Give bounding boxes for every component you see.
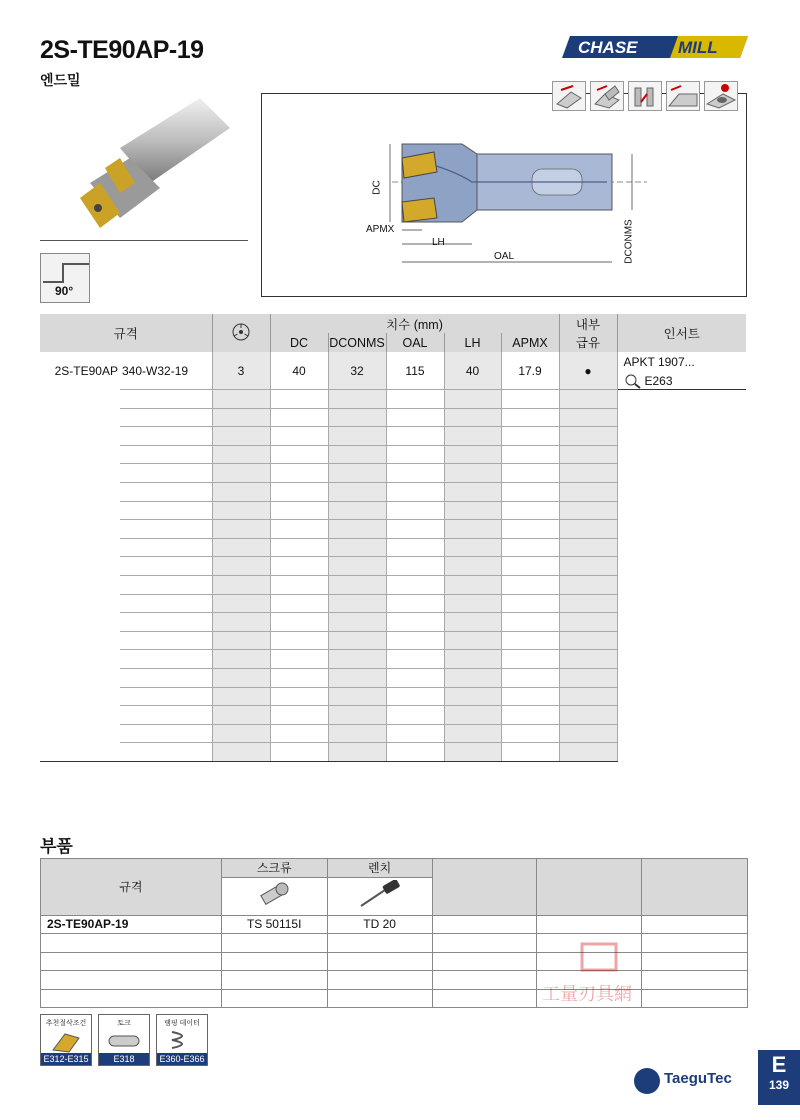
table-row xyxy=(40,743,746,762)
empty-cell xyxy=(559,501,617,520)
empty-cell xyxy=(501,650,559,669)
table-row xyxy=(40,482,746,501)
empty-cell xyxy=(501,687,559,706)
oal-value: 115 xyxy=(386,352,444,390)
empty-cell xyxy=(559,613,617,632)
empty-cell xyxy=(501,724,559,743)
empty-cell xyxy=(328,445,386,464)
empty-cell xyxy=(40,631,120,650)
empty-cell xyxy=(501,575,559,594)
spec-code-prefix: 2S-TE90AP xyxy=(54,363,118,378)
svg-text:MILL: MILL xyxy=(678,38,718,57)
cutting-conditions-icon xyxy=(41,1028,91,1054)
empty-cell xyxy=(444,427,501,446)
empty-cell xyxy=(386,557,444,576)
wrench-header: 렌치 xyxy=(327,859,432,878)
empty-cell xyxy=(386,427,444,446)
parts-section-title: 부품 xyxy=(40,837,73,856)
screw-image-cell xyxy=(221,877,327,915)
wrench-icon xyxy=(355,880,405,910)
empty-cell xyxy=(444,687,501,706)
spec-header: 규격 xyxy=(40,314,212,352)
empty-cell xyxy=(120,575,212,594)
empty-cell xyxy=(386,724,444,743)
empty-cell xyxy=(270,706,328,725)
empty-cell xyxy=(328,557,386,576)
empty-cell xyxy=(444,706,501,725)
empty-cell xyxy=(559,706,617,725)
empty-cell xyxy=(501,594,559,613)
ref-title: 토크 xyxy=(117,1020,131,1027)
empty-cell xyxy=(386,743,444,762)
empty-cell xyxy=(328,743,386,762)
empty-cell xyxy=(386,650,444,669)
empty-cell xyxy=(212,687,270,706)
empty-cell xyxy=(559,464,617,483)
empty-cell xyxy=(212,613,270,632)
empty-cell xyxy=(386,631,444,650)
empty-cell xyxy=(270,557,328,576)
empty-header xyxy=(432,859,537,916)
empty-cell xyxy=(212,668,270,687)
empty-cell xyxy=(40,650,120,669)
wrench-image-cell xyxy=(327,877,432,915)
empty-cell xyxy=(386,538,444,557)
empty-cell xyxy=(559,631,617,650)
empty-cell xyxy=(328,631,386,650)
dc-value: 40 xyxy=(270,352,328,390)
insert-name: APKT 1907... xyxy=(623,355,695,369)
empty-cell xyxy=(270,427,328,446)
empty-cell xyxy=(270,445,328,464)
empty-cell xyxy=(559,557,617,576)
empty-cell xyxy=(212,594,270,613)
table-row xyxy=(40,668,746,687)
empty-cell xyxy=(328,464,386,483)
empty-cell xyxy=(501,427,559,446)
magnifier-icon xyxy=(624,373,642,389)
empty-cell xyxy=(559,687,617,706)
empty-cell xyxy=(40,464,120,483)
empty-cell xyxy=(40,501,120,520)
empty-cell xyxy=(444,408,501,427)
apmx-value: 17.9 xyxy=(501,352,559,390)
spec-code-suffix: 340-W32-19 xyxy=(120,352,212,390)
dconms-header: DCONMS xyxy=(328,333,386,352)
empty-cell xyxy=(270,724,328,743)
empty-cell xyxy=(212,538,270,557)
empty-cell xyxy=(40,408,120,427)
empty-cell xyxy=(559,724,617,743)
dims-header: 치수 (mm) xyxy=(270,314,559,333)
svg-text:CHASE: CHASE xyxy=(578,38,638,57)
empty-cell xyxy=(120,687,212,706)
empty-cell xyxy=(328,724,386,743)
empty-cell xyxy=(40,538,120,557)
empty-cell xyxy=(501,520,559,539)
empty-cell xyxy=(328,538,386,557)
empty-cell xyxy=(386,687,444,706)
empty-cell xyxy=(120,520,212,539)
insert-cell xyxy=(617,352,746,390)
empty-cell xyxy=(501,538,559,557)
empty-cell xyxy=(212,706,270,725)
empty-cell xyxy=(120,482,212,501)
empty-cell xyxy=(559,594,617,613)
ramping-data-ref[interactable] xyxy=(156,1014,208,1066)
wrench-value: TD 20 xyxy=(327,915,432,934)
empty-cell xyxy=(270,743,328,762)
empty-cell xyxy=(120,464,212,483)
empty-cell xyxy=(212,501,270,520)
reference-links xyxy=(40,1014,208,1066)
endmill-photo xyxy=(50,88,240,238)
empty-cell xyxy=(270,464,328,483)
empty-cell xyxy=(559,743,617,762)
empty-cell xyxy=(120,613,212,632)
table-row xyxy=(40,687,746,706)
empty-cell xyxy=(559,520,617,539)
empty-cell xyxy=(501,631,559,650)
empty-cell xyxy=(444,482,501,501)
empty-cell xyxy=(328,650,386,669)
page-title: 2S-TE90AP-19 xyxy=(40,36,204,64)
empty-cell xyxy=(559,538,617,557)
lh-value: 40 xyxy=(444,352,501,390)
section-tab xyxy=(758,1050,800,1105)
empty-cell xyxy=(642,915,748,934)
empty-cell xyxy=(328,687,386,706)
empty-cell xyxy=(40,445,120,464)
empty-cell xyxy=(328,390,386,409)
empty-cell xyxy=(559,427,617,446)
table-row xyxy=(40,427,746,446)
brand-name: TaeguTec xyxy=(664,1070,732,1087)
ref-title: 램핑 데이터 xyxy=(164,1020,200,1027)
empty-cell xyxy=(386,594,444,613)
empty-cell xyxy=(270,482,328,501)
empty-cell xyxy=(328,427,386,446)
empty-cell xyxy=(444,538,501,557)
empty-cell xyxy=(501,613,559,632)
product-category: 엔드밀 xyxy=(40,72,81,88)
empty-cell xyxy=(212,427,270,446)
dc-header: DC xyxy=(270,333,328,352)
empty-cell xyxy=(432,915,537,934)
empty-cell xyxy=(120,650,212,669)
ref-pages: E360-E366 xyxy=(157,1053,207,1065)
empty-cell xyxy=(328,613,386,632)
empty-cell xyxy=(444,464,501,483)
empty-cell xyxy=(270,390,328,409)
coolant-value: ● xyxy=(559,352,617,390)
empty-cell xyxy=(559,390,617,409)
taegutec-logo-icon xyxy=(634,1068,660,1094)
empty-cell xyxy=(559,575,617,594)
empty-cell xyxy=(444,594,501,613)
empty-cell xyxy=(120,557,212,576)
empty-cell xyxy=(501,743,559,762)
torque-icon xyxy=(99,1028,149,1054)
empty-cell xyxy=(501,706,559,725)
empty-cell xyxy=(559,668,617,687)
empty-cell xyxy=(212,743,270,762)
empty-cell xyxy=(444,520,501,539)
empty-cell xyxy=(40,575,120,594)
empty-cell xyxy=(270,668,328,687)
table-row xyxy=(40,631,746,650)
empty-cell xyxy=(501,390,559,409)
empty-cell xyxy=(328,706,386,725)
empty-cell xyxy=(40,687,120,706)
empty-cell xyxy=(270,594,328,613)
empty-cell xyxy=(501,408,559,427)
empty-cell xyxy=(444,390,501,409)
empty-cell xyxy=(270,538,328,557)
insert-ref-page: E263 xyxy=(644,374,673,388)
empty-cell xyxy=(501,668,559,687)
ramping-icon xyxy=(157,1028,207,1054)
table-row xyxy=(40,408,746,427)
empty-cell xyxy=(120,408,212,427)
empty-cell xyxy=(212,650,270,669)
screw-icon xyxy=(254,880,294,910)
empty-cell xyxy=(501,464,559,483)
lead-angle-label: 90° xyxy=(55,284,74,298)
empty-cell xyxy=(328,594,386,613)
torque-ref[interactable] xyxy=(98,1014,150,1066)
empty-cell xyxy=(328,482,386,501)
empty-cell xyxy=(270,613,328,632)
empty-cell xyxy=(328,520,386,539)
empty-cell xyxy=(40,557,120,576)
empty-cell xyxy=(212,520,270,539)
table-row xyxy=(40,594,746,613)
endmill-drawing xyxy=(262,94,746,296)
empty-cell xyxy=(40,390,120,409)
table-row xyxy=(40,520,746,539)
flute-count: 3 xyxy=(212,352,270,390)
empty-cell xyxy=(444,650,501,669)
empty-cell xyxy=(270,650,328,669)
empty-cell xyxy=(40,427,120,446)
empty-cell xyxy=(444,631,501,650)
empty-cell xyxy=(120,706,212,725)
empty-cell xyxy=(386,706,444,725)
empty-cell xyxy=(120,743,212,762)
insert-header: 인서트 xyxy=(617,314,746,352)
empty-cell xyxy=(501,445,559,464)
insert-ref-link[interactable] xyxy=(624,373,747,389)
page-number: 139 xyxy=(768,1078,790,1092)
empty-cell xyxy=(270,687,328,706)
empty-cell xyxy=(444,613,501,632)
table-row xyxy=(40,575,746,594)
empty-header xyxy=(642,859,748,916)
empty-cell xyxy=(40,520,120,539)
empty-cell xyxy=(212,482,270,501)
screw-value: TS 50115I xyxy=(221,915,327,934)
apmx-header: APMX xyxy=(501,333,559,352)
empty-cell xyxy=(212,575,270,594)
empty-cell xyxy=(444,575,501,594)
empty-cell xyxy=(40,668,120,687)
empty-cell xyxy=(559,650,617,669)
empty-cell xyxy=(386,408,444,427)
empty-cell xyxy=(40,482,120,501)
empty-cell xyxy=(120,668,212,687)
empty-cell xyxy=(559,482,617,501)
part-name: 2S-TE90AP-19 xyxy=(41,915,222,934)
empty-cell xyxy=(386,482,444,501)
empty-cell xyxy=(120,501,212,520)
empty-cell xyxy=(212,724,270,743)
empty-cell xyxy=(386,520,444,539)
empty-cell xyxy=(444,724,501,743)
empty-cell xyxy=(328,575,386,594)
flutes-header xyxy=(212,314,270,352)
empty-cell xyxy=(444,668,501,687)
watermark xyxy=(540,940,670,1010)
empty-cell xyxy=(120,538,212,557)
empty-cell xyxy=(328,668,386,687)
dconms-value: 32 xyxy=(328,352,386,390)
empty-cell xyxy=(40,724,120,743)
table-row xyxy=(40,538,746,557)
empty-cell xyxy=(559,445,617,464)
divider xyxy=(40,240,248,241)
oal-label: OAL xyxy=(494,251,515,262)
empty-cell xyxy=(120,390,212,409)
table-row xyxy=(40,724,746,743)
empty-cell xyxy=(328,408,386,427)
insert-count-icon xyxy=(231,322,251,342)
empty-cell xyxy=(120,445,212,464)
cutting-conditions-ref[interactable] xyxy=(40,1014,92,1066)
empty-cell xyxy=(444,743,501,762)
empty-cell xyxy=(212,408,270,427)
empty-cell xyxy=(120,631,212,650)
empty-cell xyxy=(501,501,559,520)
empty-cell xyxy=(386,668,444,687)
oal-header: OAL xyxy=(386,333,444,352)
dimension-diagram xyxy=(261,93,747,297)
spec-table xyxy=(40,314,746,762)
empty-cell xyxy=(212,631,270,650)
chasemill-logo xyxy=(560,34,750,60)
lh-header: LH xyxy=(444,333,501,352)
empty-cell xyxy=(444,557,501,576)
empty-cell xyxy=(40,594,120,613)
ref-pages: E318 xyxy=(99,1053,149,1065)
empty-cell xyxy=(212,557,270,576)
empty-cell xyxy=(270,575,328,594)
dc-label: DC xyxy=(371,180,383,195)
empty-cell xyxy=(386,575,444,594)
apmx-label: APMX xyxy=(366,224,395,235)
table-row xyxy=(40,501,746,520)
ref-title: 추천절삭조건 xyxy=(45,1020,87,1027)
empty-cell xyxy=(537,915,642,934)
empty-cell xyxy=(386,390,444,409)
table-row xyxy=(40,706,746,725)
empty-cell xyxy=(120,594,212,613)
empty-cell xyxy=(559,408,617,427)
empty-cell xyxy=(444,501,501,520)
empty-cell xyxy=(40,743,120,762)
lead-angle-icon xyxy=(41,254,89,284)
table-row xyxy=(40,352,746,390)
screw-header: 스크류 xyxy=(221,859,327,878)
table-row xyxy=(40,445,746,464)
ref-pages: E312-E315 xyxy=(41,1053,91,1065)
empty-cell xyxy=(501,482,559,501)
empty-cell xyxy=(40,706,120,725)
section-letter: E xyxy=(771,1052,787,1077)
watermark-text: 工量刃具網 xyxy=(542,984,632,1005)
empty-cell xyxy=(212,464,270,483)
lead-angle-box xyxy=(40,253,90,303)
table-row xyxy=(40,650,746,669)
empty-cell xyxy=(40,613,120,632)
empty-cell xyxy=(386,445,444,464)
table-row xyxy=(40,557,746,576)
table-row xyxy=(41,915,748,934)
empty-cell xyxy=(120,724,212,743)
empty-cell xyxy=(444,445,501,464)
empty-cell xyxy=(386,613,444,632)
empty-cell xyxy=(328,501,386,520)
empty-cell xyxy=(386,501,444,520)
coolant-header: 내부 급유 xyxy=(559,314,617,352)
empty-cell xyxy=(212,390,270,409)
table-row xyxy=(40,464,746,483)
dconms-label: DCONMS xyxy=(623,219,635,264)
table-row xyxy=(40,613,746,632)
empty-header xyxy=(537,859,642,916)
lh-label: LH xyxy=(432,237,445,248)
empty-cell xyxy=(386,464,444,483)
empty-cell xyxy=(501,557,559,576)
empty-cell xyxy=(270,520,328,539)
empty-cell xyxy=(270,408,328,427)
empty-cell xyxy=(270,501,328,520)
table-row xyxy=(40,390,746,409)
parts-spec-header: 규격 xyxy=(41,859,222,916)
empty-cell xyxy=(120,427,212,446)
empty-cell xyxy=(270,631,328,650)
empty-cell xyxy=(212,445,270,464)
